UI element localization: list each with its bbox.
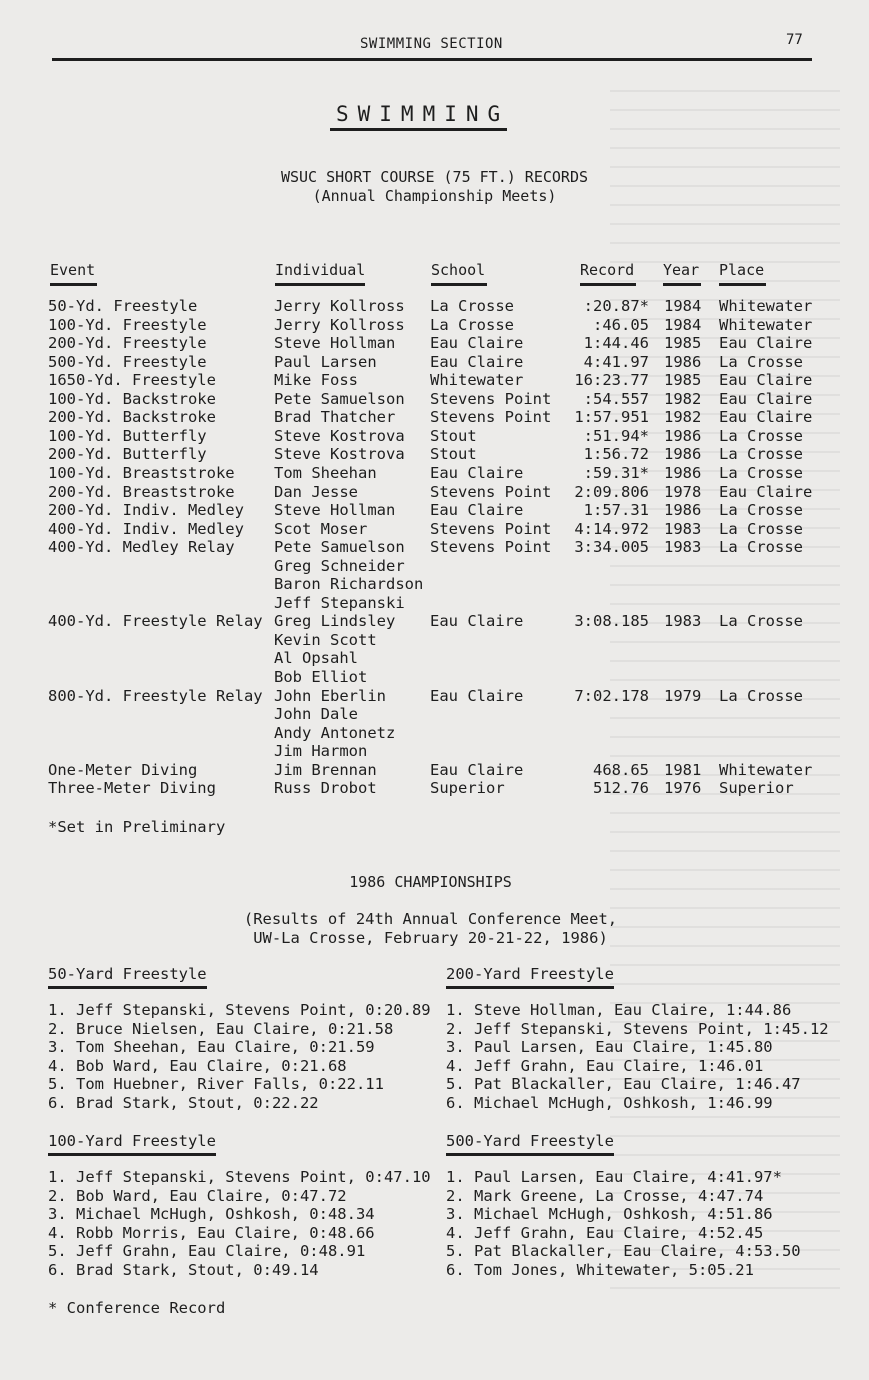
result-item: 3. Michael McHugh, Oshkosh, 4:51.86 — [446, 1205, 773, 1224]
table-row — [0, 427, 869, 446]
table-row — [0, 483, 869, 502]
record-individual: Jerry Kollross — [274, 315, 405, 334]
result-item: 1. Jeff Stepanski, Stevens Point, 0:20.89 — [48, 1001, 431, 1019]
event-underline — [446, 1153, 614, 1156]
col-header-place: Place — [719, 261, 765, 279]
record-individual: Jim Brennan — [274, 760, 377, 779]
result-item: 4. Bob Ward, Eau Claire, 0:21.68 — [48, 1056, 347, 1075]
record-time: 1:56.72 — [583, 445, 649, 464]
col-underline-place — [719, 283, 766, 286]
record-individual: Scot Moser — [274, 519, 368, 538]
result-item: 2. Jeff Stepanski, Stevens Point, 1:45.12 — [446, 1019, 829, 1038]
record-school: Eau Claire — [430, 334, 524, 353]
record-place: Eau Claire — [719, 334, 813, 353]
record-individual: Greg Lindsley — [274, 612, 396, 631]
result-item: 3. Tom Sheehan, Eau Claire, 0:21.59 — [48, 1038, 375, 1057]
table-row — [0, 612, 869, 631]
table-row — [0, 371, 869, 390]
header-rule — [52, 58, 812, 61]
table-row — [0, 705, 869, 724]
record-event: 200-Yd. Backstroke — [48, 408, 216, 427]
record-individual: Steve Kostrova — [274, 445, 405, 464]
event-name: 100-Yard Freestyle — [48, 1132, 216, 1150]
record-event: Three-Meter Diving — [48, 779, 216, 798]
record-individual: Dan Jesse — [274, 482, 358, 501]
record-individual: Steve Hollman — [274, 501, 396, 520]
record-individual: Jeff Stepanski — [274, 593, 405, 612]
record-individual: Andy Antonetz — [274, 723, 396, 742]
record-year: 1986 — [664, 445, 702, 464]
event-underline — [48, 1153, 216, 1156]
event-underline — [48, 986, 207, 989]
result-item: 1. Steve Hollman, Eau Claire, 1:44.86 — [446, 1001, 792, 1019]
record-event: 1650-Yd. Freestyle — [48, 371, 216, 390]
record-individual: Steve Hollman — [274, 334, 396, 353]
record-year: 1978 — [664, 482, 702, 501]
championships-subtitle-1: (Results of 24th Annual Conference Meet, — [243, 910, 618, 928]
col-underline-individual — [275, 283, 365, 286]
table-row — [0, 668, 869, 687]
record-time: :20.87* — [583, 297, 649, 315]
record-individual: Tom Sheehan — [274, 463, 377, 482]
col-underline-record — [580, 283, 636, 286]
result-item: 4. Robb Morris, Eau Claire, 0:48.66 — [48, 1223, 375, 1242]
result-item: 5. Jeff Grahn, Eau Claire, 0:48.91 — [48, 1242, 366, 1261]
record-event: 200-Yd. Breaststroke — [48, 482, 235, 501]
result-item: 4. Jeff Grahn, Eau Claire, 1:46.01 — [446, 1056, 764, 1075]
table-row — [0, 408, 869, 427]
record-individual: Al Opsahl — [274, 649, 358, 668]
title-underline — [330, 128, 507, 131]
table-row — [0, 575, 869, 594]
record-event: 200-Yd. Freestyle — [48, 334, 207, 353]
record-school: Stevens Point — [430, 389, 552, 408]
table-row — [0, 464, 869, 483]
record-place: Eau Claire — [719, 389, 813, 408]
record-place: La Crosse — [719, 538, 803, 557]
section-header: SWIMMING SECTION — [360, 36, 503, 52]
record-year: 1981 — [664, 760, 702, 779]
result-item: 5. Pat Blackaller, Eau Claire, 4:53.50 — [446, 1242, 801, 1261]
event-heading — [446, 965, 614, 987]
record-year: 1983 — [664, 519, 702, 538]
page-title: SWIMMING — [336, 102, 510, 126]
record-event: 400-Yd. Indiv. Medley — [48, 519, 244, 538]
result-item: 5. Pat Blackaller, Eau Claire, 1:46.47 — [446, 1075, 801, 1094]
table-row — [0, 316, 869, 335]
result-item: 6. Brad Stark, Stout, 0:22.22 — [48, 1094, 319, 1112]
record-year: 1985 — [664, 334, 702, 353]
col-underline-event — [50, 283, 97, 286]
result-item: 6. Michael McHugh, Oshkosh, 1:46.99 — [446, 1094, 773, 1112]
record-event: 500-Yd. Freestyle — [48, 352, 207, 371]
record-school: Whitewater — [430, 371, 524, 390]
record-individual: John Eberlin — [274, 686, 386, 705]
record-school: Eau Claire — [430, 760, 524, 779]
record-event: 100-Yd. Backstroke — [48, 389, 216, 408]
result-item: 3. Michael McHugh, Oshkosh, 0:48.34 — [48, 1205, 375, 1224]
record-year: 1982 — [664, 408, 702, 427]
record-time: 1:44.46 — [583, 334, 649, 353]
record-time: :51.94* — [583, 426, 649, 445]
record-event: 50-Yd. Freestyle — [48, 297, 198, 315]
table-row — [0, 445, 869, 464]
record-place: Whitewater — [719, 760, 813, 779]
record-year: 1983 — [664, 612, 702, 631]
table-row — [0, 538, 869, 557]
table-row — [0, 390, 869, 409]
record-individual: Greg Schneider — [274, 556, 405, 575]
record-individual: Brad Thatcher — [274, 408, 396, 427]
table-row — [0, 557, 869, 576]
table-row — [0, 501, 869, 520]
event-underline — [446, 986, 614, 989]
record-time: 468.65 — [593, 760, 649, 779]
record-time: 2:09.806 — [574, 482, 649, 501]
record-year: 1984 — [664, 315, 702, 334]
record-event: 400-Yd. Medley Relay — [48, 538, 235, 557]
record-individual: Pete Samuelson — [274, 538, 405, 557]
record-year: 1986 — [664, 501, 702, 520]
record-time: 4:14.972 — [574, 519, 649, 538]
record-year: 1982 — [664, 389, 702, 408]
record-year: 1986 — [664, 463, 702, 482]
record-time: 3:34.005 — [574, 538, 649, 557]
col-header-event: Event — [50, 261, 96, 279]
record-individual: Steve Kostrova — [274, 426, 405, 445]
record-school: Stevens Point — [430, 408, 552, 427]
record-event: 100-Yd. Breaststroke — [48, 463, 235, 482]
record-individual: Russ Drobot — [274, 779, 377, 798]
record-time: 512.76 — [593, 779, 649, 798]
championships-title: 1986 CHAMPIONSHIPS — [349, 873, 512, 891]
result-item: 3. Paul Larsen, Eau Claire, 1:45.80 — [446, 1038, 773, 1057]
record-year: 1985 — [664, 371, 702, 390]
record-event: 100-Yd. Butterfly — [48, 426, 207, 445]
record-individual: Jim Harmon — [274, 742, 368, 761]
table-row — [0, 334, 869, 353]
record-time: 1:57.31 — [583, 501, 649, 520]
record-place: La Crosse — [719, 463, 803, 482]
record-time: 3:08.185 — [574, 612, 649, 631]
record-school: Eau Claire — [430, 501, 524, 520]
record-event: 800-Yd. Freestyle Relay — [48, 686, 263, 705]
result-item: 2. Bruce Nielsen, Eau Claire, 0:21.58 — [48, 1019, 394, 1038]
result-item: 1. Jeff Stepanski, Stevens Point, 0:47.10 — [48, 1168, 431, 1186]
event-heading — [48, 1132, 216, 1154]
event-heading — [48, 965, 207, 987]
record-school: Superior — [430, 779, 505, 798]
record-school: Eau Claire — [430, 612, 524, 631]
record-event: 400-Yd. Freestyle Relay — [48, 612, 263, 631]
record-school: Stevens Point — [430, 482, 552, 501]
record-time: 4:41.97 — [583, 352, 649, 371]
record-individual: Jerry Kollross — [274, 297, 405, 315]
record-place: La Crosse — [719, 686, 803, 705]
record-place: La Crosse — [719, 612, 803, 631]
col-header-year: Year — [663, 261, 700, 279]
record-place: La Crosse — [719, 352, 803, 371]
event-name: 50-Yard Freestyle — [48, 965, 207, 983]
records-footnote: *Set in Preliminary — [48, 818, 226, 836]
col-underline-year — [663, 283, 701, 286]
col-header-record: Record — [580, 261, 635, 279]
record-place: Whitewater — [719, 315, 813, 334]
result-item: 2. Bob Ward, Eau Claire, 0:47.72 — [48, 1186, 347, 1205]
records-subtitle-2: (Annual Championship Meets) — [312, 187, 557, 205]
record-year: 1976 — [664, 779, 702, 798]
record-individual: Pete Samuelson — [274, 389, 405, 408]
championships-subtitle-2: UW-La Crosse, February 20-21-22, 1986) — [253, 929, 608, 947]
record-year: 1984 — [664, 297, 702, 315]
record-year: 1986 — [664, 426, 702, 445]
record-school: La Crosse — [430, 315, 514, 334]
record-year: 1979 — [664, 686, 702, 705]
result-item: 6. Brad Stark, Stout, 0:49.14 — [48, 1261, 319, 1279]
records-subtitle: WSUC SHORT COURSE (75 FT.) RECORDS — [280, 168, 589, 186]
record-year: 1983 — [664, 538, 702, 557]
record-school: Stout — [430, 426, 477, 445]
result-item: 2. Mark Greene, La Crosse, 4:47.74 — [446, 1186, 764, 1205]
record-individual: Bob Elliot — [274, 668, 368, 686]
table-row — [0, 297, 869, 316]
record-year: 1986 — [664, 352, 702, 371]
record-time: :59.31* — [583, 463, 649, 482]
record-time: 7:02.178 — [574, 686, 649, 705]
record-individual: Paul Larsen — [274, 352, 377, 371]
col-header-school: School — [431, 261, 486, 279]
record-school: La Crosse — [430, 297, 514, 315]
record-place: La Crosse — [719, 445, 803, 464]
record-time: 16:23.77 — [574, 371, 649, 390]
col-header-individual: Individual — [275, 261, 366, 279]
table-row — [0, 631, 869, 650]
record-place: Whitewater — [719, 297, 813, 315]
record-individual: Kevin Scott — [274, 630, 377, 649]
table-row — [0, 687, 869, 706]
record-school: Stevens Point — [430, 519, 552, 538]
table-row — [0, 353, 869, 372]
record-place: La Crosse — [719, 519, 803, 538]
page-number: 77 — [786, 32, 803, 48]
table-row — [0, 761, 869, 780]
record-place: Eau Claire — [719, 371, 813, 390]
event-heading — [446, 1132, 614, 1154]
record-time: 1:57.951 — [574, 408, 649, 427]
record-event: 100-Yd. Freestyle — [48, 315, 207, 334]
event-name: 200-Yard Freestyle — [446, 965, 614, 983]
table-row — [0, 724, 869, 743]
record-place: Eau Claire — [719, 482, 813, 501]
record-place: La Crosse — [719, 426, 803, 445]
record-time: :46.05 — [593, 315, 649, 334]
event-name: 500-Yard Freestyle — [446, 1132, 614, 1150]
record-school: Stevens Point — [430, 538, 552, 557]
record-place: Eau Claire — [719, 408, 813, 427]
record-place: Superior — [719, 779, 794, 798]
table-row — [0, 520, 869, 539]
conference-record-footnote: * Conference Record — [48, 1299, 226, 1317]
record-school: Eau Claire — [430, 352, 524, 371]
result-item: 5. Tom Huebner, River Falls, 0:22.11 — [48, 1075, 384, 1094]
col-underline-school — [431, 283, 487, 286]
record-individual: Mike Foss — [274, 371, 358, 390]
record-event: One-Meter Diving — [48, 760, 198, 779]
record-event: 200-Yd. Butterfly — [48, 445, 207, 464]
table-row — [0, 594, 869, 613]
result-item: 6. Tom Jones, Whitewater, 5:05.21 — [446, 1261, 754, 1279]
record-school: Eau Claire — [430, 463, 524, 482]
result-item: 4. Jeff Grahn, Eau Claire, 4:52.45 — [446, 1223, 764, 1242]
record-school: Eau Claire — [430, 686, 524, 705]
result-item: 1. Paul Larsen, Eau Claire, 4:41.97* — [446, 1168, 782, 1186]
table-row — [0, 649, 869, 668]
table-row — [0, 779, 869, 798]
record-individual: John Dale — [274, 705, 358, 724]
record-place: La Crosse — [719, 501, 803, 520]
table-row — [0, 742, 869, 761]
record-time: :54.557 — [583, 389, 649, 408]
record-individual: Baron Richardson — [274, 575, 424, 594]
record-event: 200-Yd. Indiv. Medley — [48, 501, 244, 520]
record-school: Stout — [430, 445, 477, 464]
